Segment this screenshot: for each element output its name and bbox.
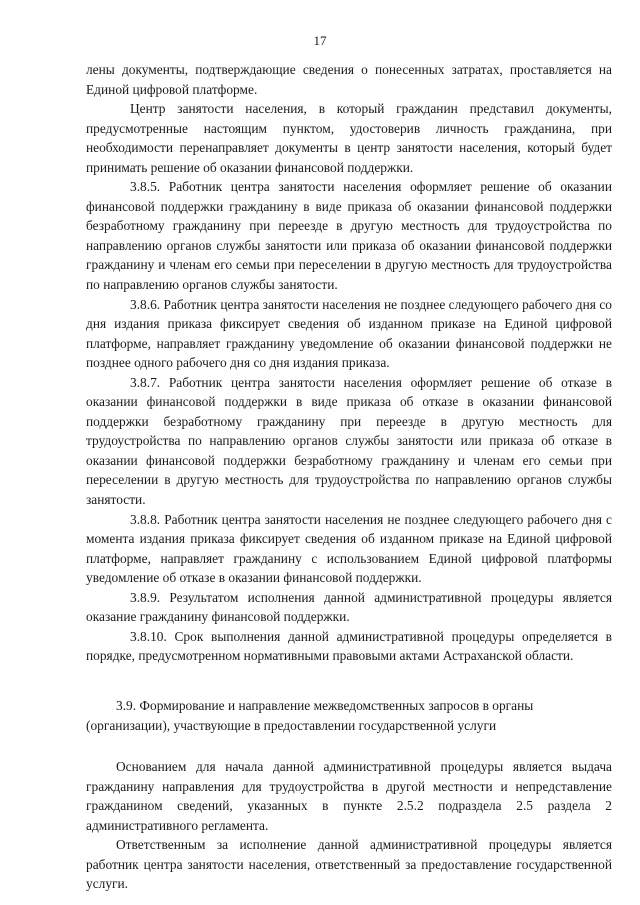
paragraph-redirect-documents: Центр занятости населения, в который гражданин представил документы, предусмотренные настоящим пунктом, удостоверив личность гражданина, при необходимости перенаправляет документы в центр занятости населения, который будет принимать решение об оказании финансовой поддержки. xyxy=(86,101,612,175)
page-number: 17 xyxy=(313,33,327,48)
paragraph-3-8-9: 3.8.9. Результатом исполнения данной административной процедуры является оказание гражданину финансовой поддержки. xyxy=(86,589,612,625)
paragraph-3-8-5: 3.8.5. Работник центра занятости населения оформляет решение об оказании финансовой поддержки гражданину в виде приказа об оказании финансовой поддержки безработному гражданину при переезде в другую местность для трудоустройства по направлению органов службы занятости или приказа об оказании финансовой поддержки гражданину и членам его семьи при переселении в другую местность для трудоустройства по направлению органов службы занятости. xyxy=(86,179,612,293)
paragraph-responsible: Ответственным за исполнение данной административной процедуры является работник центра занятости населения, ответственный за предоставление государственной услуги. xyxy=(86,837,612,892)
paragraph-3-8-8: 3.8.8. Работник центра занятости населения не позднее следующего рабочего дня с момента издания приказа фиксирует сведения об изданном приказе на Единой цифровой платформе, направляет гражданину с использованием Единой цифровой платформы уведомление об отказе в оказании финансовой поддержки. xyxy=(86,511,612,586)
document-body xyxy=(86,60,612,894)
section-heading-3-9: 3.9. Формирование и направление межведомственных запросов в органы (организации), участвующие в предоставлении государственной услуги xyxy=(86,697,534,733)
paragraph-continuation: лены документы, подтверждающие сведения о понесенных затратах, проставляется на Единой цифровой платформе. xyxy=(86,62,612,97)
paragraph-3-8-7: 3.8.7. Работник центра занятости населения оформляет решение об отказе в оказании финансовой поддержки в виде приказа об отказе в оказании финансовой поддержки безработному гражданину при переезде в другую местность для трудоустройства по направлению органов службы занятости или приказа об отказе в оказании финансовой поддержки безработному гражданину и членам его семьи при переселении в другую местность для трудоустройства по направлению органов службы занятости. xyxy=(86,374,612,508)
paragraph-3-8-6: 3.8.6. Работник центра занятости населения не позднее следующего рабочего дня со дня издания приказа фиксирует сведения об изданном приказе на Единой цифровой платформе, направляет гражданину уведомление об оказании финансовой поддержки не позднее одного рабочего дня со дня издания приказа. xyxy=(86,296,612,371)
paragraph-basis: Основанием для начала данной административной процедуры является выдача гражданину направления для трудоустройства в другой местности и непредставление гражданином сведений, указанных в пункте 2.5.2 подраздела 2.5 раздела 2 административного регламента. xyxy=(86,759,612,833)
paragraph-3-8-10: 3.8.10. Срок выполнения данной административной процедуры определяется в порядке, предусмотренном нормативными правовыми актами Астраханской области. xyxy=(86,628,612,664)
